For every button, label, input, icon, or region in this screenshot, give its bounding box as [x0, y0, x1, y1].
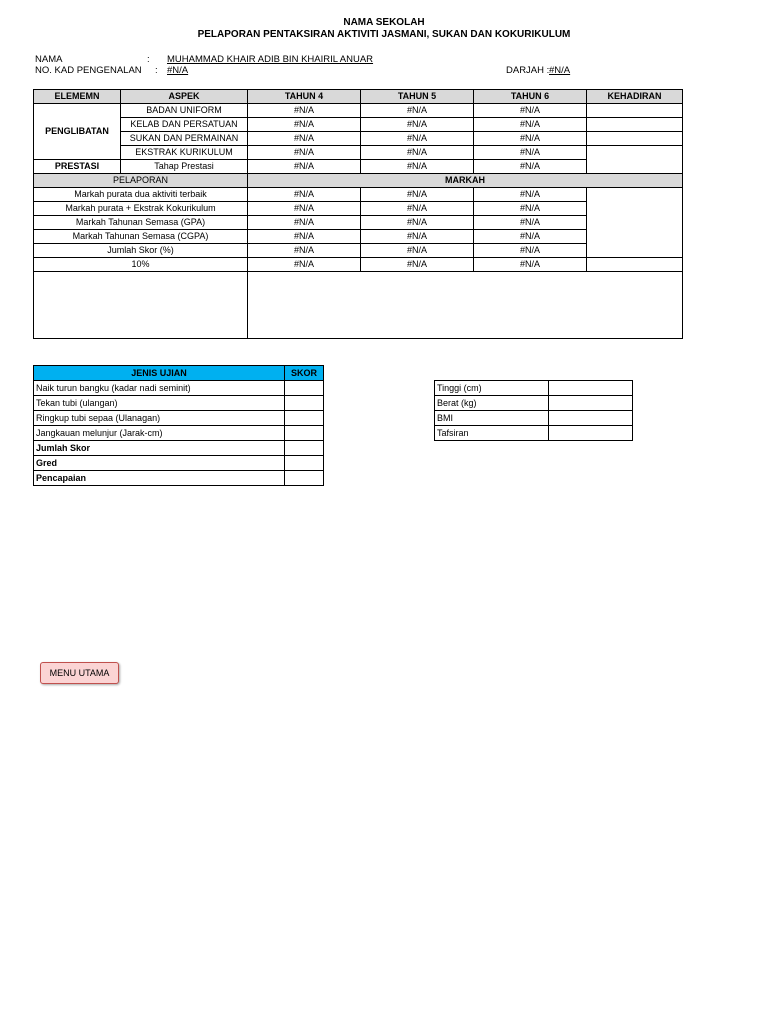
aspek-cell: Tahap Prestasi	[121, 160, 248, 174]
header-tahun-5: TAHUN 5	[361, 90, 474, 104]
aspek-cell: BADAN UNIFORM	[121, 104, 248, 118]
table-row	[435, 381, 633, 396]
tahun-5-cell: #N/A	[361, 188, 474, 202]
tahun-4-cell: #N/A	[248, 216, 361, 230]
report-title: PELAPORAN PENTAKSIRAN AKTIVITI JASMANI, SUKAN DAN KOKURIKULUM	[197, 29, 571, 40]
table-row	[34, 118, 683, 132]
aspek-cell: EKSTRAK KURIKULUM	[121, 146, 248, 160]
table-row	[34, 411, 324, 426]
header-kehadiran: KEHADIRAN	[587, 90, 683, 104]
table-row	[34, 160, 683, 174]
penglibatan-label: PENGLIBATAN	[34, 104, 121, 160]
test-label: Jangkauan melunjur (Jarak-cm)	[34, 426, 285, 441]
header-skor: SKOR	[285, 366, 324, 381]
test-label: Tekan tubi (ulangan)	[34, 396, 285, 411]
measurement-value[interactable]	[549, 396, 633, 411]
kehadiran-cell	[587, 118, 683, 132]
tahun-6-cell: #N/A	[474, 160, 587, 174]
table-row	[34, 216, 683, 230]
test-label: Ringkup tubi sepaa (Ulanagan)	[34, 411, 285, 426]
achievement-label: Pencapaian	[34, 471, 285, 486]
table-row	[34, 230, 683, 244]
tahun-5-cell: #N/A	[361, 132, 474, 146]
tahun-5-cell: #N/A	[361, 202, 474, 216]
tahun-4-cell: #N/A	[248, 202, 361, 216]
measurement-value[interactable]	[549, 381, 633, 396]
tahun-4-cell: #N/A	[248, 146, 361, 160]
aspek-cell: KELAB DAN PERSATUAN	[121, 118, 248, 132]
tahun-6-cell: #N/A	[474, 244, 587, 258]
table-header-row	[34, 366, 324, 381]
table-row	[34, 456, 324, 471]
kehadiran-cell	[587, 146, 683, 174]
table-header-row	[34, 90, 683, 104]
table-row	[34, 104, 683, 118]
measurement-label: Tinggi (cm)	[435, 381, 549, 396]
header-elemen: ELEMEMN	[34, 90, 121, 104]
fitness-test-table	[33, 365, 324, 486]
kehadiran-cell	[587, 132, 683, 146]
tahun-6-cell: #N/A	[474, 188, 587, 202]
tahun-4-cell: #N/A	[248, 118, 361, 132]
kehadiran-cell	[587, 188, 683, 258]
tahun-6-cell: #N/A	[474, 118, 587, 132]
tahun-5-cell: #N/A	[361, 244, 474, 258]
tahun-5-cell: #N/A	[361, 160, 474, 174]
report-label: Markah Tahunan Semasa (CGPA)	[34, 230, 248, 244]
table-row	[435, 396, 633, 411]
aspek-cell: SUKAN DAN PERMAINAN	[121, 132, 248, 146]
score-cell[interactable]	[285, 471, 324, 486]
score-cell[interactable]	[285, 381, 324, 396]
name-label: NAMA	[35, 54, 63, 65]
report-label: Markah Tahunan Semasa (GPA)	[34, 216, 248, 230]
tahun-6-cell: #N/A	[474, 132, 587, 146]
tahun-6-cell: #N/A	[474, 216, 587, 230]
pelaporan-header: PELAPORAN	[34, 174, 248, 188]
table-row	[34, 441, 324, 456]
name-colon: :	[147, 54, 150, 65]
table-row	[34, 471, 324, 486]
tahun-4-cell: #N/A	[248, 188, 361, 202]
assessment-table	[33, 89, 683, 339]
score-cell[interactable]	[285, 441, 324, 456]
table-row	[34, 202, 683, 216]
tahun-4-cell: #N/A	[248, 230, 361, 244]
ic-colon: :	[155, 65, 158, 76]
tahun-5-cell: #N/A	[361, 230, 474, 244]
tahun-5-cell: #N/A	[361, 216, 474, 230]
measurement-value[interactable]	[549, 426, 633, 441]
total-score-label: Jumlah Skor	[34, 441, 285, 456]
score-cell[interactable]	[285, 411, 324, 426]
measurement-label: Berat (kg)	[435, 396, 549, 411]
markah-header: MARKAH	[248, 174, 683, 188]
header-jenis-ujian: JENIS UJIAN	[34, 366, 285, 381]
report-label: Markah purata dua aktiviti terbaik	[34, 188, 248, 202]
tahun-5-cell: #N/A	[361, 118, 474, 132]
tahun-6-cell: #N/A	[474, 146, 587, 160]
measurement-label: BMI	[435, 411, 549, 426]
class-value: #N/A	[549, 65, 571, 76]
tahun-5-cell: #N/A	[361, 146, 474, 160]
tahun-6-cell: #N/A	[474, 202, 587, 216]
remarks-row	[34, 272, 683, 339]
prestasi-label: PRESTASI	[34, 160, 121, 174]
remarks-right-cell[interactable]	[248, 272, 683, 339]
table-row	[34, 426, 324, 441]
class-label: DARJAH :	[506, 65, 550, 76]
tahun-4-cell: #N/A	[248, 104, 361, 118]
table-row	[34, 188, 683, 202]
report-label: Markah purata + Ekstrak Kokurikulum	[34, 202, 248, 216]
table-row	[34, 244, 683, 258]
kehadiran-cell	[587, 258, 683, 272]
score-cell[interactable]	[285, 396, 324, 411]
ic-label: NO. KAD PENGENALAN	[35, 65, 142, 76]
measurement-label: Tafsiran	[435, 426, 549, 441]
tahun-6-cell: #N/A	[474, 230, 587, 244]
header-tahun-6: TAHUN 6	[474, 90, 587, 104]
report-label: Jumlah Skor (%)	[34, 244, 248, 258]
header-tahun-4: TAHUN 4	[248, 90, 361, 104]
tahun-4-cell: #N/A	[248, 160, 361, 174]
tahun-5-cell: #N/A	[361, 258, 474, 272]
tahun-6-cell: #N/A	[474, 258, 587, 272]
table-row	[34, 132, 683, 146]
kehadiran-cell	[587, 104, 683, 118]
table-row	[435, 411, 633, 426]
header-aspek: ASPEK	[121, 90, 248, 104]
tahun-6-cell: #N/A	[474, 104, 587, 118]
ic-value: #N/A	[167, 65, 189, 76]
measurement-value[interactable]	[549, 411, 633, 426]
table-row	[435, 426, 633, 441]
table-row	[34, 146, 683, 160]
table-row	[34, 396, 324, 411]
grade-label: Gred	[34, 456, 285, 471]
tahun-4-cell: #N/A	[248, 244, 361, 258]
main-menu-button[interactable]: MENU UTAMA	[40, 662, 119, 684]
body-measurement-table	[434, 380, 633, 441]
tahun-4-cell: #N/A	[248, 132, 361, 146]
tahun-4-cell: #N/A	[248, 258, 361, 272]
table-row	[34, 258, 683, 272]
score-cell[interactable]	[285, 426, 324, 441]
test-label: Naik turun bangku (kadar nadi seminit)	[34, 381, 285, 396]
report-label: 10%	[34, 258, 248, 272]
remarks-left-cell[interactable]	[34, 272, 248, 339]
section-header-row	[34, 174, 683, 188]
school-name: NAMA SEKOLAH	[343, 17, 425, 28]
tahun-5-cell: #N/A	[361, 104, 474, 118]
table-row	[34, 381, 324, 396]
student-name: MUHAMMAD KHAIR ADIB BIN KHAIRIL ANUAR	[167, 54, 374, 65]
score-cell[interactable]	[285, 456, 324, 471]
